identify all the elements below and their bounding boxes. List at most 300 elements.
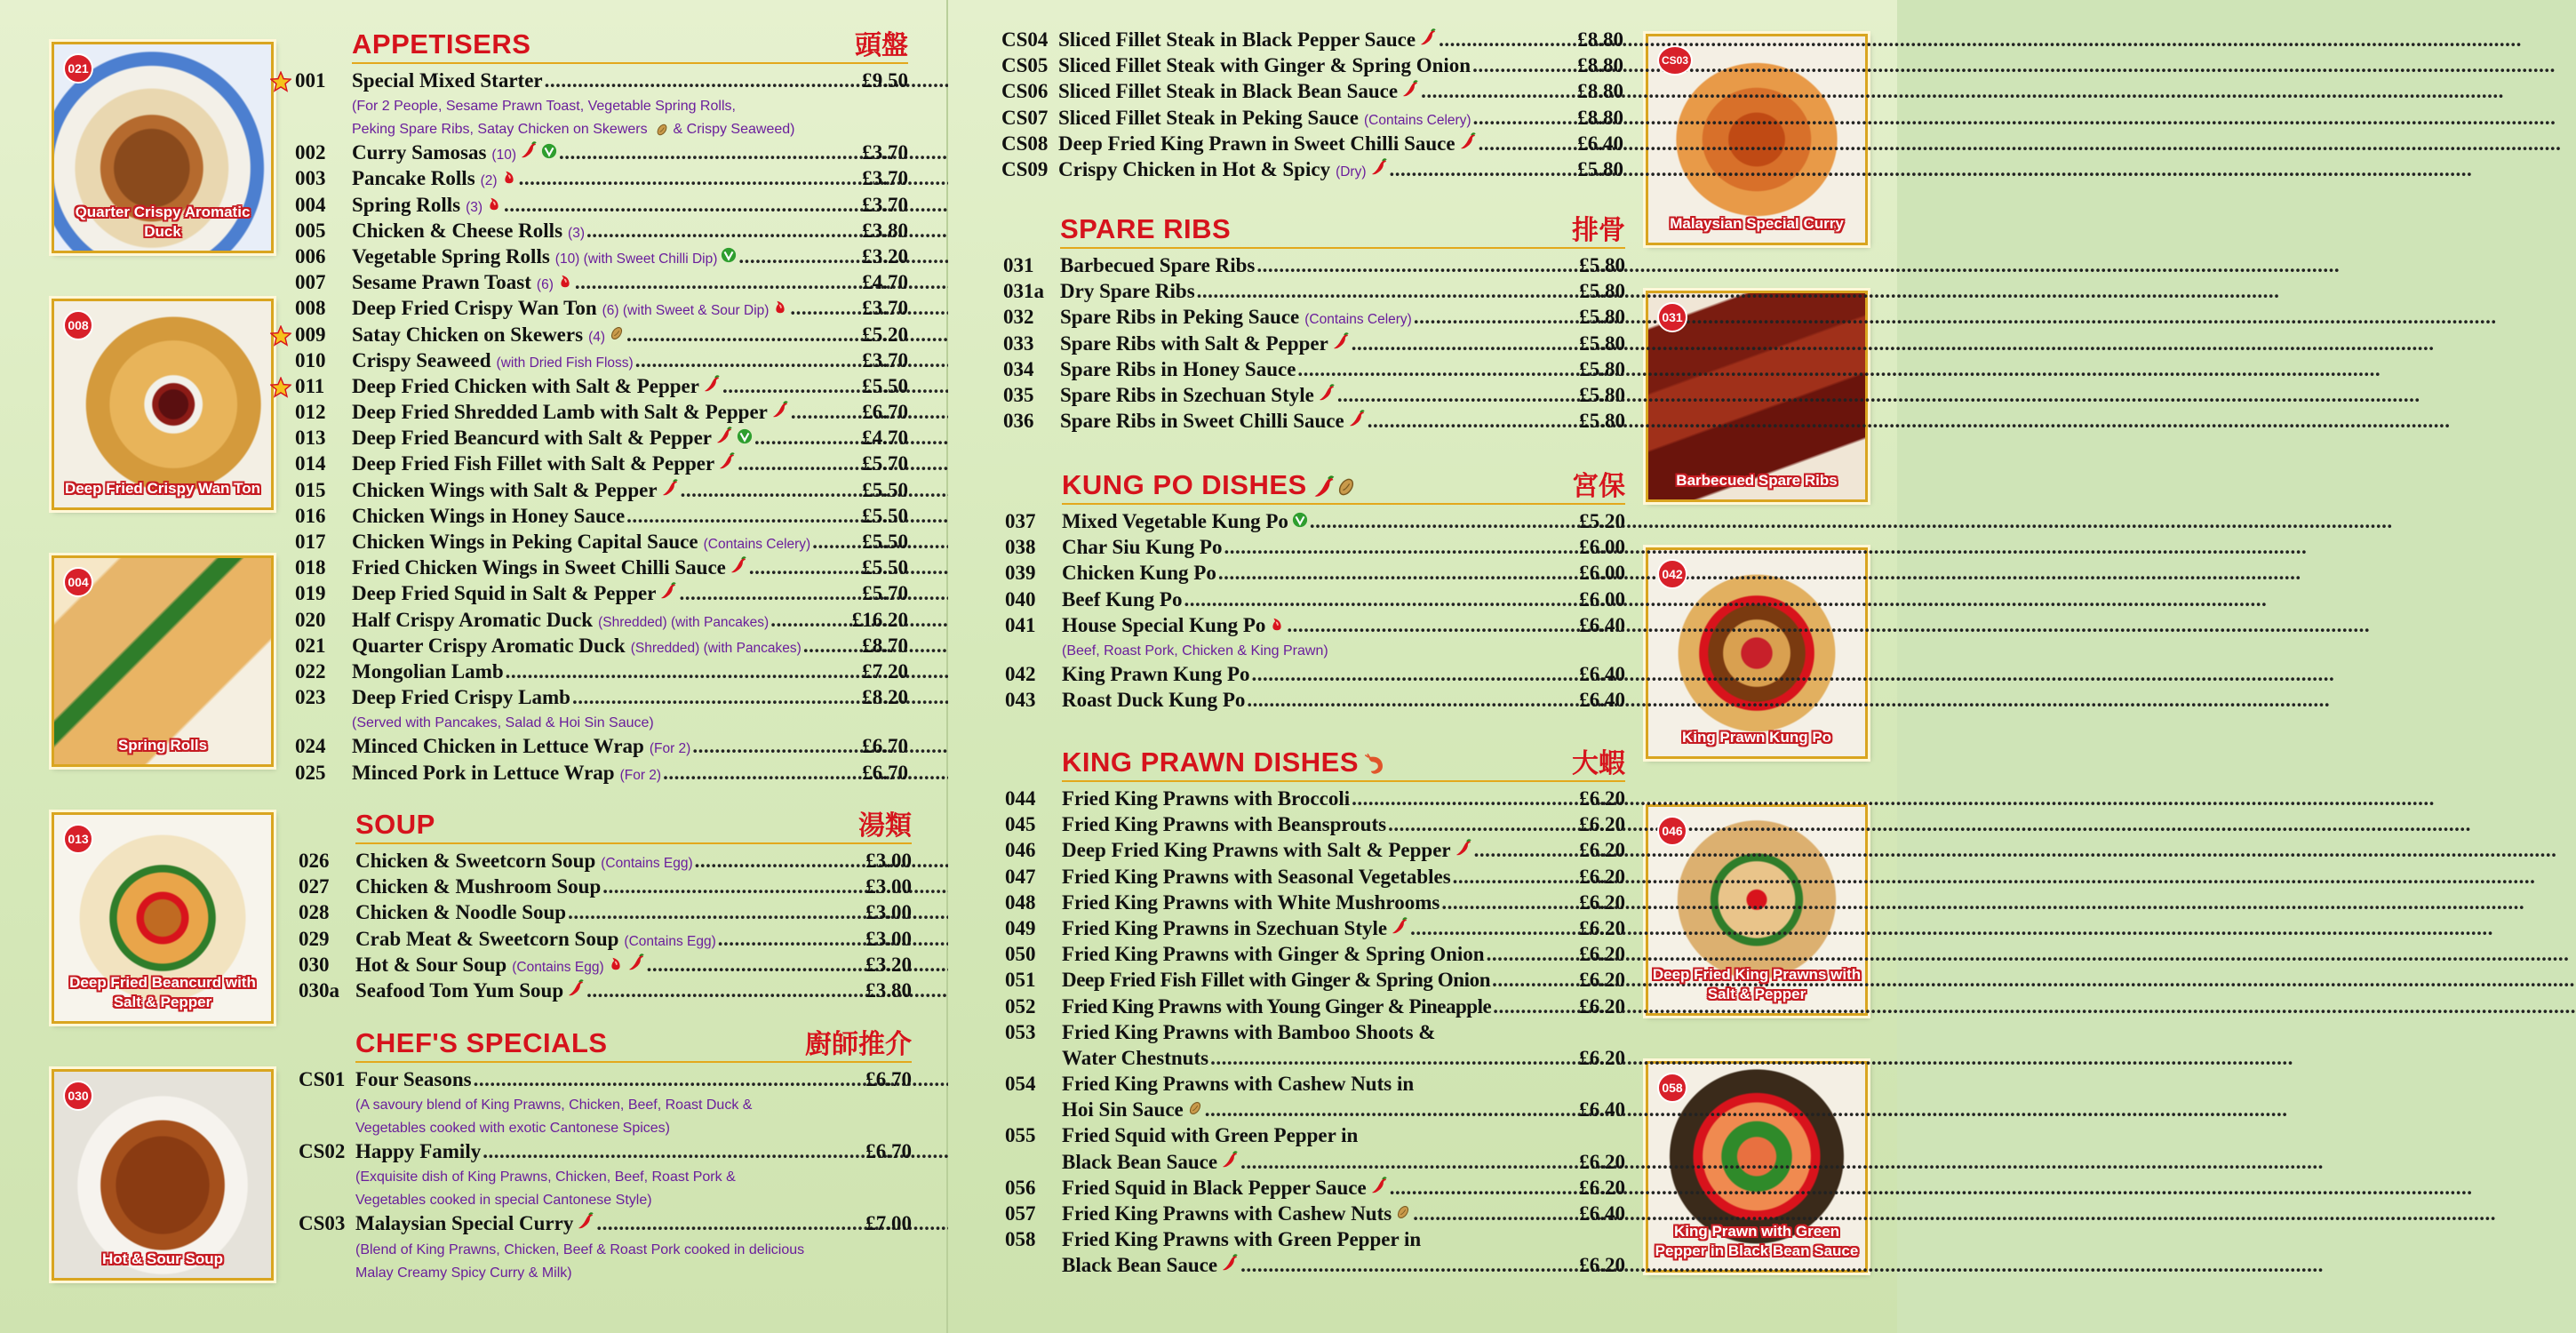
item-name: Chicken & Cheese Rolls [352,219,563,242]
item-code: 035 [1003,383,1034,406]
menu-item[interactable] [1005,1177,1625,1202]
item-price: £3.70 [862,167,908,190]
item-name: Mongolian Lamb [352,659,504,682]
item-code: 014 [295,452,326,475]
item-note: (Shredded) (with Pancakes) [630,640,802,656]
dot-leader [692,735,860,758]
menu-item[interactable] [1005,995,1625,1021]
menu-item[interactable] [299,1140,912,1166]
menu-item[interactable] [299,850,912,875]
item-price: £7.00 [865,1212,912,1235]
menu-item-continued[interactable] [1005,1098,1625,1124]
menu-item[interactable] [1005,1021,1625,1047]
menu-item-continued[interactable] [1005,1254,1625,1280]
menu-item[interactable] [295,297,908,323]
menu-item[interactable] [1005,891,1625,917]
photo-caption: Hot & Sour Soup [102,1250,223,1267]
chilli-icon [1455,839,1472,857]
item-price: £3.00 [865,901,912,924]
item-code: 027 [299,875,330,898]
item-price: £3.80 [865,978,912,1002]
dot-leader [1352,332,1577,355]
menu-item[interactable] [295,582,908,608]
menu-item[interactable] [1001,28,1623,54]
menu-item[interactable] [295,505,908,531]
photo-number: 042 [1657,559,1687,589]
menu-item[interactable] [1001,54,1623,80]
menu-item[interactable] [299,928,912,954]
dot-leader [738,245,860,268]
menu-item[interactable] [295,349,908,375]
item-code: 030 [299,953,330,976]
dot-leader [1493,995,1577,1018]
hot-icon [557,273,573,289]
menu-item[interactable] [1005,536,1625,562]
item-code: 038 [1005,536,1036,559]
item-name: Fried Squid in Black Pepper Sauce [1062,1176,1367,1199]
menu-item[interactable] [295,735,908,761]
item-name: Mixed Vegetable Kung Po [1062,510,1288,532]
section-chinese-title: 廚師推介 [805,1029,912,1060]
photo-caption: Barbecued Spare Ribs [1676,472,1838,489]
item-price: £6.70 [862,401,908,424]
menu-item[interactable] [295,531,908,556]
appetisers-section [295,30,908,787]
menu-item[interactable] [1003,254,1625,280]
menu-item[interactable] [1005,588,1625,614]
menu-item[interactable] [1005,614,1625,640]
item-price: £6.40 [1579,689,1625,712]
section-header [355,1029,912,1063]
item-price: £3.20 [862,244,908,267]
menu-item[interactable] [1005,813,1625,839]
chilli-icon [520,141,538,159]
dot-leader [1205,1098,1577,1121]
dot-leader [749,556,860,579]
item-price: £6.20 [1579,1046,1625,1069]
dot-leader [1337,384,1577,407]
menu-item[interactable] [299,901,912,927]
menu-item[interactable] [295,762,908,787]
dot-leader [483,1140,864,1163]
item-price: £5.80 [1577,157,1623,180]
photo-caption: Quarter Crispy Aromatic Duck [75,204,251,240]
menu-item[interactable] [299,1068,912,1094]
menu-item[interactable] [1005,969,1625,994]
menu-item[interactable] [295,427,908,452]
item-code: 025 [295,761,326,784]
dot-leader [568,901,864,924]
item-price: £3.00 [865,927,912,950]
item-name: Malaysian Special Curry [355,1212,574,1235]
menu-item[interactable] [295,69,908,95]
photo-number: 031 [1657,302,1687,332]
dot-leader [1390,158,1576,181]
item-price: £16.20 [851,608,908,631]
item-price: £6.20 [1579,969,1625,992]
dot-leader [586,220,860,243]
chilli-icon [627,954,645,971]
dot-leader [1474,839,1578,862]
photo-number: CS03 [1657,45,1693,76]
dot-leader [803,635,860,658]
photo-caption: Deep Fried Crispy Wan Ton [64,480,261,497]
photo-number: 008 [63,310,93,340]
dot-leader [663,762,860,785]
dot-leader [572,686,860,709]
menu-item[interactable] [1001,80,1623,106]
item-price: £6.00 [1579,562,1625,585]
item-name: Fried King Prawns with Cashew Nuts in [1062,1073,1415,1096]
item-code: 019 [295,582,326,605]
item-name: Sliced Fillet Steak in Peking Sauce [1058,106,1359,129]
dot-leader [506,660,861,683]
item-code: 008 [295,297,326,320]
photo-crispy-duck [52,42,274,253]
item-name: Roast Duck Kung Po [1062,689,1246,712]
item-name: Spare Ribs in Honey Sauce [1060,357,1296,380]
dot-leader [1197,280,1578,303]
kung-po-section [1005,471,1625,714]
menu-item[interactable] [1003,332,1625,358]
item-price: £5.20 [862,323,908,346]
section-title: SPARE RIBS [1060,213,1232,244]
item-name: Char Siu Kung Po [1062,536,1223,559]
photo-number: 030 [63,1081,93,1111]
item-name: Deep Fried Crispy Wan Ton [352,297,597,320]
item-code: 021 [295,634,326,657]
menu-item[interactable] [295,479,908,505]
menu-item[interactable] [295,401,908,427]
menu-item[interactable] [1001,132,1623,158]
item-price: £6.20 [1579,865,1625,888]
menu-item[interactable] [1005,917,1625,943]
menu-item[interactable] [1003,384,1625,410]
photo-number: 004 [63,567,93,597]
section-header [355,810,912,844]
dot-leader [1487,943,1578,966]
dot-leader [1492,969,1577,992]
dot-leader [1218,562,1577,585]
item-note: (4) [588,329,606,345]
item-name: Fried King Prawns with Beansprouts [1062,813,1387,836]
item-code: 048 [1005,890,1036,914]
chilli-icon [1221,1151,1239,1169]
item-description: (Served with Pancakes, Salad & Hoi Sin Sauce) [352,715,654,731]
item-price: £6.20 [1579,994,1625,1018]
nut-icon [609,325,625,341]
nut-icon [1187,1100,1203,1116]
item-price: £3.70 [862,141,908,164]
item-name: Crispy Chicken in Hot & Spicy [1058,157,1331,180]
dot-leader [1390,1177,1578,1200]
menu-item[interactable] [295,452,908,478]
section-header [352,30,908,64]
item-note: (For 2) [619,767,662,783]
item-description: (For 2 People, Sesame Prawn Toast, Vegetable Spring Rolls, [352,99,736,115]
menu-item[interactable] [295,220,908,245]
menu-item[interactable] [295,660,908,686]
dot-leader [626,505,860,528]
menu-item-continued[interactable] [1005,1047,1625,1073]
item-note: (Contains Celery) [1304,312,1412,328]
item-price: £3.00 [865,850,912,872]
dot-leader [1441,891,1577,914]
item-price: £3.70 [862,297,908,320]
item-price: £6.20 [1579,916,1625,939]
photo-hot-sour-soup [52,1069,274,1281]
nut-icon [655,123,669,137]
photo-number: 046 [1657,816,1687,846]
menu-item[interactable] [1005,839,1625,865]
item-note: (Shredded) (with Pancakes) [598,614,770,630]
dot-leader [681,479,861,502]
item-note: (3) [568,225,585,241]
section-title: KUNG PO DISHES [1062,469,1357,501]
item-name: Hot & Sour Soup [355,953,507,976]
item-name: Sliced Fillet Steak in Black Pepper Sauce [1058,28,1416,51]
menu-item[interactable] [295,635,908,660]
item-name: Deep Fried Beancurd with Salt & Pepper [352,427,713,450]
photo-spring-rolls [52,555,274,767]
item-code: 004 [295,193,326,216]
item-price: £6.70 [862,761,908,784]
item-name: Fried King Prawns with Young Ginger & Pineapple [1062,994,1492,1018]
menu-item[interactable] [1005,1073,1625,1098]
photo-caption: Deep Fried Beancurd with Salt & Pepper [69,974,256,1010]
dot-leader [1410,917,1577,940]
menu-item[interactable] [1001,107,1623,132]
item-name: Beef Kung Po [1062,587,1183,611]
chilli-icon [1221,1254,1239,1272]
item-code: 030a [299,978,339,1002]
section-title: APPETISERS [352,28,531,60]
item-price: £6.20 [1579,787,1625,810]
menu-item[interactable] [295,167,908,193]
spare-ribs-section [1003,215,1625,435]
chilli-icon [1370,1177,1388,1194]
item-code: 058 [1005,1228,1036,1251]
hot-icon [608,955,624,971]
item-name: Fried King Prawns with Green Pepper in [1062,1228,1422,1251]
section-title: KING PRAWN DISHES [1062,746,1387,778]
vegetarian-icon [737,428,753,444]
item-name: Water Chestnuts [1062,1046,1209,1069]
chilli-icon [1401,80,1419,98]
item-code: CS05 [1001,54,1049,77]
prawn-icon [1364,753,1387,776]
item-price: £6.40 [1579,662,1625,685]
menu-item[interactable] [295,245,908,271]
item-code: 024 [295,735,326,758]
item-name: Seafood Tom Yum Soup [355,978,564,1002]
item-price: £5.20 [1579,510,1625,532]
dot-leader [1413,1202,1577,1225]
item-price: £6.70 [862,735,908,758]
item-description: Vegetables cooked with exotic Cantonese Spices) [355,1121,670,1137]
photo-wan-ton [52,299,274,510]
item-name: Chicken & Noodle Soup [355,901,567,924]
photo-caption: King Prawn Kung Po [1681,729,1832,746]
item-name: Vegetable Spring Rolls [352,244,550,267]
menu-item[interactable] [299,954,912,979]
section-chinese-title: 排骨 [1572,215,1625,246]
item-name: Satay Chicken on Skewers [352,323,584,346]
item-note: (6) (with Sweet & Sour Dip) [602,303,770,319]
dot-leader [1247,689,1577,712]
item-price: £5.50 [862,531,908,553]
menu-item[interactable] [1005,562,1625,587]
section-title: CHEF'S SPECIALS [355,1027,608,1058]
menu-item[interactable] [1005,1202,1625,1228]
menu-item[interactable] [299,979,912,1005]
item-code: 052 [1005,994,1036,1018]
photo-number: 021 [63,53,93,84]
section-header [1060,215,1625,249]
menu-item[interactable] [1003,306,1625,331]
nut-icon [1395,1204,1411,1220]
chilli-icon [659,582,677,600]
item-price: £6.00 [1579,587,1625,611]
chilli-icon [703,375,721,393]
nut-icon [1336,476,1357,498]
item-price: £7.20 [862,659,908,682]
item-code: 043 [1005,689,1036,712]
item-price: £6.20 [1579,839,1625,862]
menu-item[interactable] [1005,1124,1625,1150]
menu-item[interactable] [295,141,908,167]
item-price: £5.80 [1579,280,1625,303]
item-note: (10) (with Sweet Chilli Dip) [554,251,718,267]
menu-item[interactable] [295,609,908,635]
menu-item[interactable] [1003,280,1625,306]
menu-item[interactable] [295,375,908,401]
menu-item[interactable] [1005,787,1625,813]
item-price: £5.50 [862,374,908,397]
menu-item[interactable] [1005,866,1625,891]
chilli-icon [1318,384,1336,402]
item-price: £8.20 [862,686,908,709]
dot-leader [575,271,860,294]
dot-leader [1473,107,1576,130]
chilli-icon [1419,28,1437,46]
menu-item[interactable] [295,323,908,349]
dot-leader [1421,80,1575,103]
dot-leader [1224,536,1577,559]
chilli-icon [577,1212,594,1230]
hot-icon [486,196,502,212]
item-name: Chicken & Sweetcorn Soup [355,850,596,872]
item-name: Dry Spare Ribs [1060,280,1195,303]
item-price: £5.80 [1579,306,1625,329]
item-name: Spring Rolls [352,193,461,216]
menu-item[interactable] [295,194,908,220]
item-note: (Contains Egg) [601,856,693,871]
menu-item[interactable] [1005,663,1625,689]
dot-leader [754,427,860,450]
left-page [0,0,948,1333]
item-code: 028 [299,901,330,924]
item-name: Fried King Prawns in Szechuan Style [1062,916,1388,939]
dot-leader [1368,410,1578,433]
menu-item-continued[interactable] [1005,1151,1625,1177]
item-code: 034 [1003,357,1034,380]
item-name: Fried Squid with Green Pepper in [1062,1124,1359,1147]
item-name: Quarter Crispy Aromatic Duck [352,634,626,657]
dot-leader [559,141,860,164]
dot-leader [1414,306,1577,329]
chilli-icon [718,452,736,470]
item-name: Minced Pork in Lettuce Wrap [352,761,615,784]
photo-caption: Malaysian Special Curry [1670,215,1844,232]
menu-item[interactable] [1003,358,1625,384]
item-name: Chicken Wings in Honey Sauce [352,504,626,527]
chilli-icon [1312,475,1336,499]
dot-leader [602,875,864,898]
right-page [948,0,1897,1333]
item-name: Special Mixed Starter [352,69,543,92]
menu-item[interactable] [1005,689,1625,714]
king-prawn-section [1005,748,1625,1281]
item-name: Fried King Prawns with White Mushrooms [1062,890,1440,914]
item-name: Deep Fried King Prawn in Sweet Chilli Sauce [1058,132,1455,155]
item-description: Vegetables cooked in special Cantonese Style) [355,1193,652,1209]
item-name: Happy Family [355,1140,482,1163]
chilli-icon [661,479,679,497]
menu-item[interactable] [1005,510,1625,536]
item-price: £3.70 [862,193,908,216]
item-code: 032 [1003,306,1034,329]
item-code: 029 [299,927,330,950]
dot-leader [1240,1151,1577,1174]
item-code: 050 [1005,943,1036,966]
item-price: £5.80 [1579,331,1625,355]
item-price: £4.70 [862,427,908,450]
item-code: 018 [295,556,326,579]
menu-item[interactable] [1005,1228,1625,1254]
vegetarian-icon [1292,512,1308,528]
menu-item[interactable] [1005,943,1625,969]
menu-item[interactable] [295,686,908,712]
menu-item[interactable] [1003,410,1625,435]
item-name: Minced Chicken in Lettuce Wrap [352,735,644,758]
dot-leader [1453,866,1578,889]
dot-leader [1388,813,1577,836]
item-code: 012 [295,401,326,424]
star-icon [270,71,291,92]
item-note: (Dry) [1336,164,1367,180]
chefs-specials-section [299,1029,912,1285]
chilli-icon [1391,917,1408,935]
item-code: CS08 [1001,132,1049,155]
menu-item[interactable] [299,875,912,901]
item-code: 031 [1003,254,1034,276]
chilli-icon [730,556,747,574]
dot-leader [474,1068,865,1091]
item-name: Curry Samosas [352,141,487,164]
photo-caption: Spring Rolls [117,737,208,754]
item-code: CS09 [1001,157,1049,180]
item-name: Spare Ribs in Sweet Chilli Sauce [1060,410,1344,433]
dot-leader [519,167,861,190]
item-name: House Special Kung Po [1062,613,1266,636]
menu-item[interactable] [1001,158,1623,184]
menu-item[interactable] [295,556,908,582]
menu-item[interactable] [299,1212,912,1238]
item-name: Spare Ribs in Peking Sauce [1060,306,1300,329]
menu-item[interactable] [295,271,908,297]
dot-leader [626,323,860,347]
